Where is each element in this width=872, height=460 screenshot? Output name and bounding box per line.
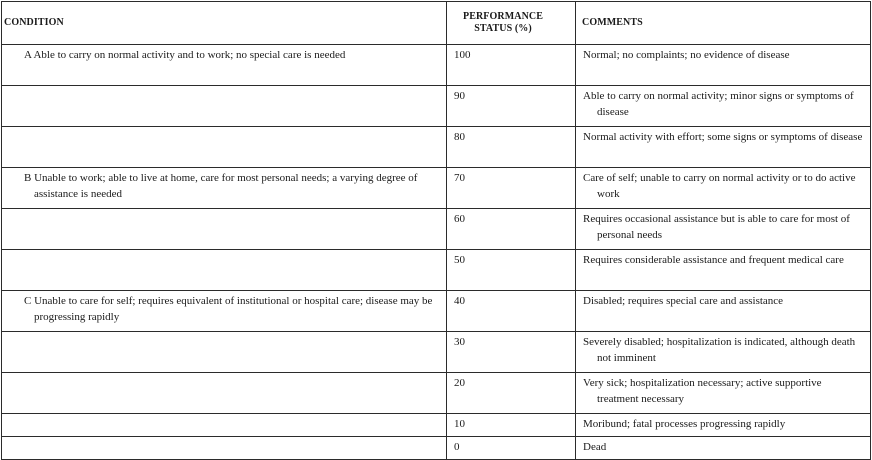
header-comments: COMMENTS xyxy=(576,2,871,45)
comment-text: Requires considerable assistance and frequent medical care xyxy=(583,254,844,266)
comment-text: Very sick; hospitalization necessary; active supportive treatment necessary xyxy=(583,377,822,405)
comment-text: Moribund; fatal processes progressing rapidly xyxy=(583,418,786,430)
status-cell: 100 xyxy=(447,45,576,86)
status-cell: 0 xyxy=(447,437,576,460)
table-body xyxy=(2,45,871,460)
header-performance-status: PERFORMANCE STATUS (%) xyxy=(447,2,576,45)
condition-cell xyxy=(2,250,447,291)
condition-cell xyxy=(2,437,447,460)
status-cell: 60 xyxy=(447,209,576,250)
condition-cell xyxy=(2,332,447,373)
status-cell: 70 xyxy=(447,168,576,209)
comment-cell xyxy=(576,437,871,460)
header-condition: CONDITION xyxy=(2,2,447,45)
condition-cell xyxy=(2,291,447,332)
comment-cell xyxy=(576,373,871,414)
status-cell: 80 xyxy=(447,127,576,168)
comment-cell xyxy=(576,209,871,250)
status-cell: 40 xyxy=(447,291,576,332)
condition-cell xyxy=(2,127,447,168)
comment-cell xyxy=(576,127,871,168)
status-cell: 90 xyxy=(447,86,576,127)
table-row xyxy=(2,86,871,127)
table-row xyxy=(2,168,871,209)
table-row xyxy=(2,373,871,414)
header-row xyxy=(2,2,871,45)
comment-text: Severely disabled; hospitalization is indicated, although death not imminent xyxy=(583,336,856,364)
status-cell: 50 xyxy=(447,250,576,291)
status-cell: 30 xyxy=(447,332,576,373)
condition-text: C Unable to care for self; requires equivalent of institutional or hospital care; disease may be progressing rapidly xyxy=(24,295,433,323)
comment-text: Care of self; unable to carry on normal activity or to do active work xyxy=(583,172,856,200)
comment-text: Normal; no complaints; no evidence of disease xyxy=(583,49,790,61)
table-row xyxy=(2,414,871,437)
comment-text: Normal activity with effort; some signs or symptoms of disease xyxy=(583,131,863,143)
condition-cell xyxy=(2,373,447,414)
condition-cell xyxy=(2,209,447,250)
table-row xyxy=(2,45,871,86)
comment-text: Requires occasional assistance but is able to care for most of personal needs xyxy=(583,213,850,241)
status-cell: 10 xyxy=(447,414,576,437)
table-row xyxy=(2,437,871,460)
comment-cell xyxy=(576,168,871,209)
comment-cell xyxy=(576,332,871,373)
comment-cell xyxy=(576,414,871,437)
condition-cell xyxy=(2,86,447,127)
table-row xyxy=(2,291,871,332)
table-header xyxy=(2,2,871,45)
comment-cell xyxy=(576,45,871,86)
comment-text: Able to carry on normal activity; minor signs or symptoms of disease xyxy=(583,90,854,118)
comment-cell xyxy=(576,291,871,332)
table-row xyxy=(2,127,871,168)
table-row xyxy=(2,332,871,373)
comment-text: Disabled; requires special care and assistance xyxy=(583,295,784,307)
table-row xyxy=(2,250,871,291)
condition-cell xyxy=(2,414,447,437)
condition-text: A Able to carry on normal activity and to work; no special care is needed xyxy=(24,49,346,61)
comment-cell xyxy=(576,86,871,127)
condition-text: B Unable to work; able to live at home, care for most personal needs; a varying degree of assistance is needed xyxy=(24,172,418,200)
condition-cell xyxy=(2,45,447,86)
comment-cell xyxy=(576,250,871,291)
condition-cell xyxy=(2,168,447,209)
table-row xyxy=(2,209,871,250)
performance-status-table xyxy=(1,1,871,460)
comment-text: Dead xyxy=(583,441,607,453)
status-cell: 20 xyxy=(447,373,576,414)
